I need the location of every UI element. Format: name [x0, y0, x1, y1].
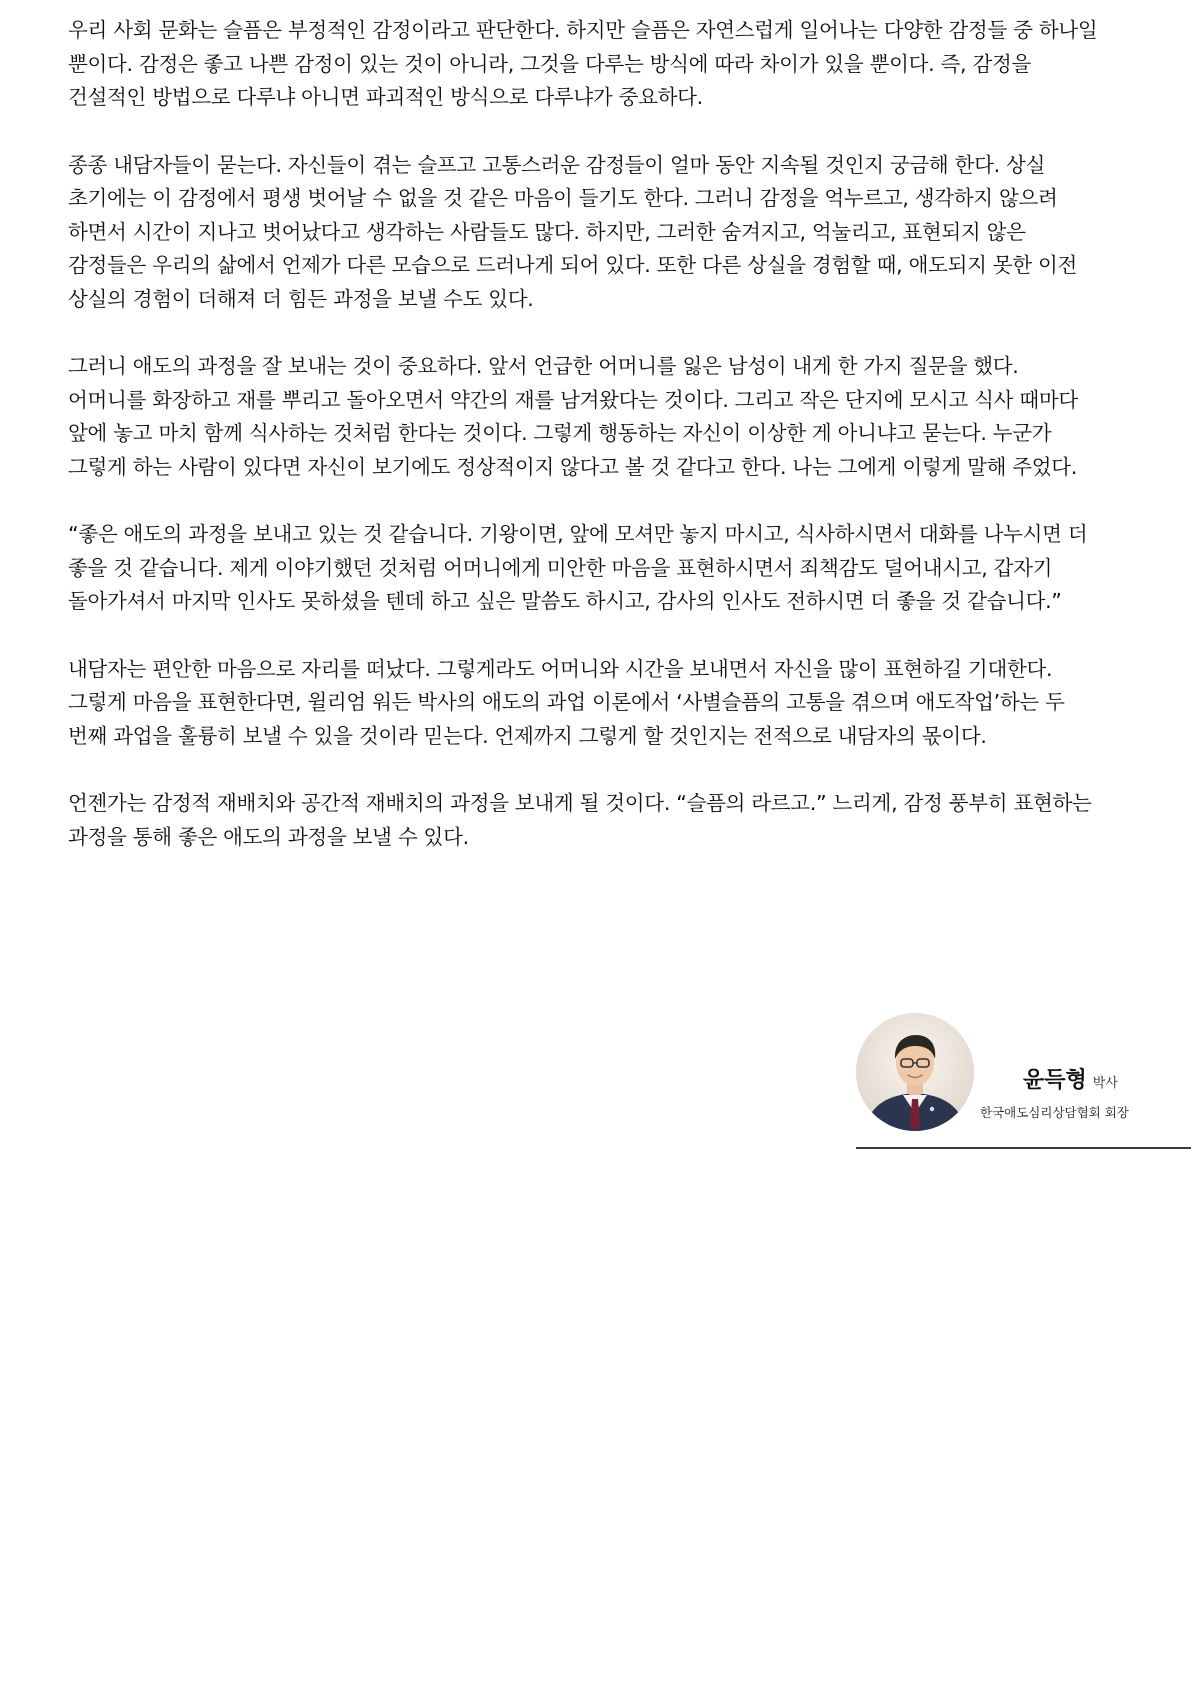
paragraph-4-quote: “좋은 애도의 과정을 보내고 있는 것 같습니다. 기왕이면, 앞에 모셔만 놓지 마시고, 식사하시면서 대화를 나누시면 더 좋을 것 같습니다. 제게 이야기했던 것처럼 어머니에게 미안한 마음을 표현하시면서 죄책감도 덜어내시고, 갑자기 돌아가셔서 마지막 인사도 못하셨을 텐데 하고 싶은 말씀도 하시고, 감사의 인사도 전하시면 더 좋을 것 같습니다.”: [68, 522, 1088, 613]
author-portrait-icon: [856, 1013, 974, 1131]
paragraph-6: 언젠가는 감정적 재배치와 공간적 재배치의 과정을 보내게 될 것이다. “슬픔의 라르고.” 느리게, 감정 풍부히 표현하는 과정을 통해 좋은 애도의 과정을 보낼 수 있다.: [68, 791, 1092, 849]
paragraph-5: 내담자는 편안한 마음으로 자리를 떠났다. 그렇게라도 어머니와 시간을 보내면서 자신을 많이 표현하길 기대한다. 그렇게 마음을 표현한다면, 윌리엄 워든 박사의 애도의 과업 이론에서 ‘사별슬픔의 고통을 겪으며 애도작업’하는 두 번째 과업을 훌륭히 보낼 수 있을 것이라 믿는다. 언제까지 그렇게 할 것인지는 전적으로 내담자의 몫이다.: [68, 656, 1065, 748]
paragraph-3: 그러니 애도의 과정을 잘 보내는 것이 중요하다. 앞서 언급한 어머니를 잃은 남성이 내게 한 가지 질문을 했다. 어머니를 화장하고 재를 뿌리고 돌아오면서 약간의 재를 남겨왔다는 것이다. 그리고 작은 단지에 모시고 식사 때마다 앞에 놓고 마치 함께 식사하는 것처럼 한다는 것이다. 그렇게 행동하는 자신이 이상한 게 아니냐고 묻는다. 누군가 그렇게 하는 사람이 있다면 자신이 보기에도 정상적이지 않다고 볼 것 같다고 한다. 나는 그에게 이렇게 말해 주었다.: [68, 354, 1078, 479]
author-name: 윤득형: [1023, 1068, 1087, 1093]
paragraph-1: 우리 사회 문화는 슬픔은 부정적인 감정이라고 판단한다. 하지만 슬픔은 자연스럽게 일어나는 다양한 감정들 중 하나일 뿐이다. 감정은 좋고 나쁜 감정이 있는 것이 아니라, 그것을 다루는 방식에 따라 차이가 있을 뿐이다. 즉, 감정을 건설적인 방법으로 다루냐 아니면 파괴적인 방식으로 다루냐가 중요하다.: [68, 18, 1098, 109]
paragraph-2: 종종 내담자들이 묻는다. 자신들이 겪는 슬프고 고통스러운 감정들이 얼마 동안 지속될 것인지 궁금해 한다. 상실 초기에는 이 감정에서 평생 벗어날 수 없을 것 같은 마음이 들기도 한다. 그러니 감정을 억누르고, 생각하지 않으려 하면서 시간이 지나고 벗어났다고 생각하는 사람들도 많다. 하지만, 그러한 숨겨지고, 억눌리고, 표현되지 않은 감정들은 우리의 삶에서 언제가 다른 모습으로 드러나게 되어 있다. 또한 다른 상실을 경험할 때, 애도되지 못한 이전 상실의 경험이 더해져 더 힘든 과정을 보낼 수도 있다.: [68, 152, 1078, 311]
author-divider: [856, 1147, 1191, 1149]
author-name-row: [1023, 1063, 1118, 1094]
author-avatar: [856, 1013, 974, 1131]
author-title: 박사: [1092, 1076, 1118, 1091]
author-organization: 한국애도심리상담협회 회장: [980, 1105, 1129, 1120]
author-byline: [856, 1013, 1191, 1149]
article-body: [68, 14, 1098, 888]
